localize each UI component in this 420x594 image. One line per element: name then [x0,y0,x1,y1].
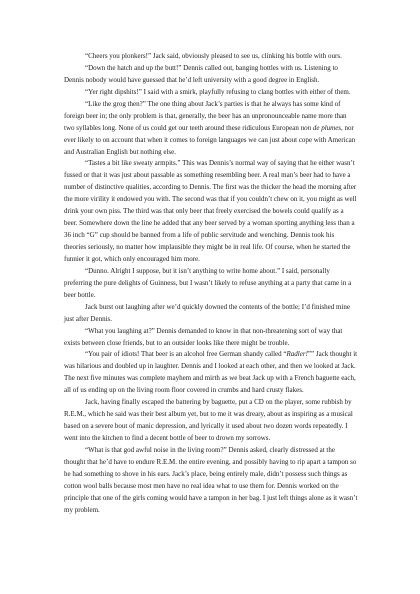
paragraph [64,445,358,517]
paragraph [64,51,358,63]
body-text [64,51,358,517]
paragraph [64,87,358,99]
text-run: “You pair of idiots! That beer is an alcohol free German shandy called “ [85,350,287,359]
paragraph [64,266,358,302]
paragraph [64,397,358,445]
text-run: , nor ever likely to on account that when it comes to foreign languages we can just about cope with American and Australian English but nothing else. [64,123,356,156]
text-run: “Yer right dipshits!” I said with a smirk, playfully refusing to clang bottles with either of them. [85,87,351,96]
paragraph [64,349,358,397]
paragraph [64,63,358,87]
text-run: “Tastes a bit like sweaty armpits.” This was Dennis’s normal way of saying that he either wasn’t fussed or that it was just about passable as something resembling beer. A real man’s beer had to have a number of distinctive qualities, according to Dennis. The first was the thicker the head the morning after the more virility it endowed you with. The second was that if you couldn’t chew on it, you might as well drink your own piss. The third was that only beer that freely exercised the bowels could qualify as a beer. Somewhere down the line he added that any beer served by a woman sporting anything less than a 36 inch “G” cup should be banned from a life of public servitude and wenching. Dennis took his theories seriously, no matter how implausible they might be in real life. Of course, when he started the funnier it got, which only encouraged him more. [64,159,357,263]
text-run: ”” Jack thought it was hilarious and doubled up in laughter. Dennis and I looked at each other, and then we looked at Jack. The next five minutes was complete mayhem and mirth as we beat Jack up with a French baguette each, all of us ending up on the living room floor covered in crumbs and hard crusty flakes. [64,350,358,395]
text-run: “Cheers you plonkers!” Jack said, obviously pleased to see us, clinking his bottle with ours. [85,52,342,60]
italic-text: Radler! [286,350,308,359]
paragraph [64,302,358,326]
text-run: Jack burst out laughing after we’d quickly downed the contents of the bottle; I’d finished mine just after Dennis. [64,302,350,323]
text-run: “Like the grog then?” The one thing about Jack’s parties is that he always has some kind of foreign beer in; the only problem is that, generally, the beer has an unpronounceable name more than two syllables long. None of us could get our teeth around these ridiculous European [64,99,347,132]
paragraph [64,326,358,350]
text-run: “What is that god awful noise in the living room?” Dennis asked, clearly distressed at the thought that he’d have to endure R.E.M. the entire evening, and possibly having to rip apart a tampon so he had something to shove in his ears. Jack’s place, being entirely male, didn’t possess such things as cotton wool balls because most men have no real idea what to use them for. Dennis worked on the principle that one of the girls coming would have a tampon in her bag. I just left things alone as it wasn’t my problem. [64,445,358,514]
text-run: Jack, having finally escaped the battering by baguette, put a CD on the player, some rubbish by R.E.M., which he said was their best album yet, but to me it was dreary, about as inspiring as a musical based on a severe bout of manic depression, and lyrically it used about two dozen words repeatedly. I went into the kitchen to find a decent bottle of beer to drown my sorrows. [64,398,353,442]
paragraph [64,158,358,265]
italic-text: non de plumes [300,123,342,132]
text-run: “What you laughing at?” Dennis demanded to know in that non-threatening sort of way that exists between close friends, but to an outsider looks like there might be trouble. [64,326,343,347]
paragraph [64,99,358,159]
text-run: “Down the hatch and up the butt!” Dennis called out, banging bottles with us. Listening to Dennis nobody would have guessed that he’d left university with a good degree in English. [64,63,338,84]
text-run: “Dunno. Alright I suppose, but it isn’t anything to write home about.” I said, personally preferring the pure delights of Guinness, but I wasn’t likely to refuse anything at a party that came in a beer bottle. [64,266,352,299]
